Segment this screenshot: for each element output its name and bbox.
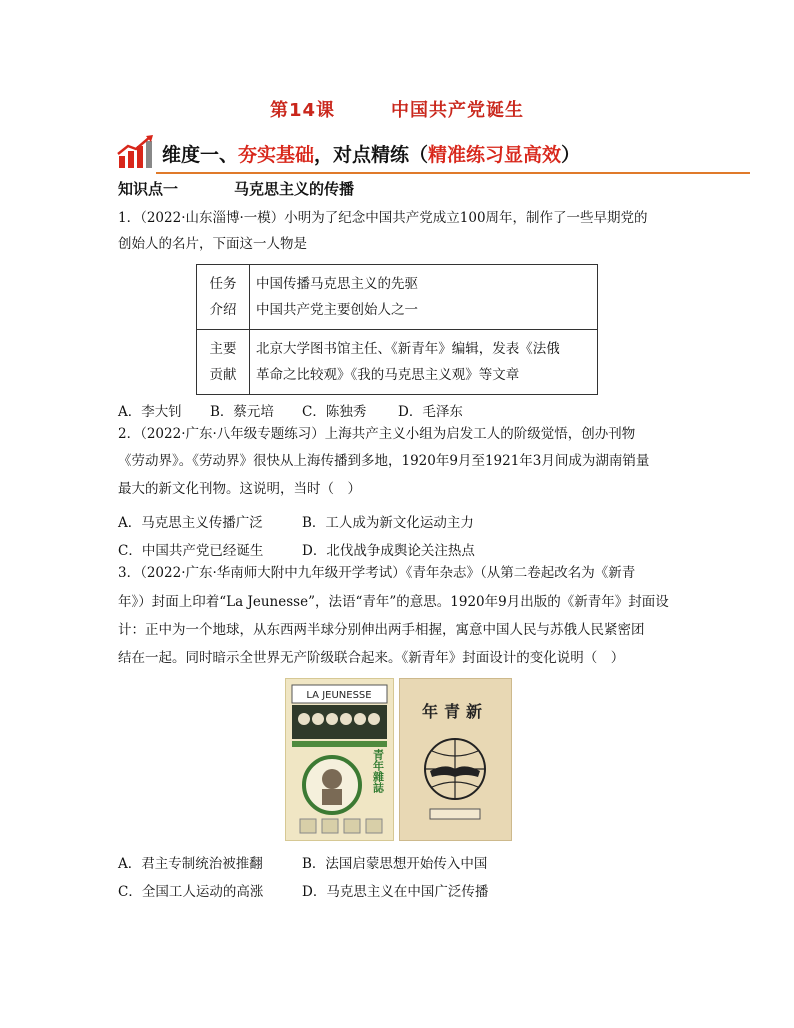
knowledge-point-label: 知识点一	[118, 180, 179, 198]
banner-rule	[156, 172, 750, 174]
table-cell	[250, 330, 598, 395]
lesson-title	[0, 96, 794, 122]
q1-info-table	[196, 264, 598, 395]
table-row	[197, 330, 598, 395]
banner-efficient: 精准练习显高效	[428, 144, 562, 166]
cell-text: 中国传播马克思主义的先驱	[256, 276, 418, 292]
q3-option-d: D．马克思主义在中国广泛传播	[302, 884, 489, 900]
table-cell	[250, 265, 598, 330]
q1-line2: 创始人的名片，下面这一人物是	[118, 236, 307, 252]
q3-line2: 年》）封面上印着“La Jeunesse”，法语“青年”的意思。1920年9月出版的《新青年》封面设	[118, 594, 669, 610]
knowledge-point-title: 马克思主义的传播	[234, 180, 355, 198]
q2-line2: 《劳动界》。《劳动界》很快从上海传播到多地，1920年9月至1921年3月间成为湖南销量	[118, 453, 650, 469]
q1-option-a: A．李大钊	[118, 404, 182, 420]
banner-foundation: 夯实基础	[238, 144, 315, 166]
cell-text: 北京大学图书馆主任、《新青年》编辑，发表《法俄	[256, 341, 560, 357]
banner-close: ）	[561, 144, 581, 166]
cell-text: 任务	[209, 276, 237, 292]
cover1-title: LA JEUNESSE	[306, 690, 372, 701]
q3-option-c: C．全国工人运动的高涨	[118, 884, 264, 900]
q3-option-a: A．君主专制统治被推翻	[118, 856, 263, 872]
q1-option-c: C．陈独秀	[302, 404, 367, 420]
lesson-name: 中国共产党诞生	[391, 100, 525, 121]
q2-line3: 最大的新文化刊物。这说明，当时（ ）	[118, 481, 361, 497]
q1-option-b: B．蔡元培	[210, 404, 274, 420]
banner-dimension: 维度一、	[162, 144, 239, 166]
q3-line3: 计：正中为一个地球，从东西两半球分别伸出两手相握，寓意中国人民与苏俄人民紧密团	[118, 622, 645, 638]
la-jeunesse-cover-image	[285, 678, 394, 841]
q2-option-d: D．北伐战争成舆论关注热点	[302, 543, 475, 559]
table-cell	[197, 265, 250, 330]
q2-option-c: C．中国共产党已经诞生	[118, 543, 264, 559]
cell-text: 革命之比较观》《我的马克思主义观》等文章	[256, 367, 520, 383]
banner-text	[162, 140, 580, 167]
q3-option-b: B．法国启蒙思想开始传入中国	[302, 856, 488, 872]
cover1-side-title: 青年雜誌	[371, 749, 385, 793]
cell-text: 中国共产党主要创始人之一	[256, 302, 418, 318]
cover2-title: 年青新	[421, 702, 489, 721]
lesson-number: 第14课	[269, 100, 336, 121]
q1-line1: 1．（2022·山东淄博·一模）小明为了纪念中国共产党成立100周年，制作了一些早期党的	[118, 210, 648, 226]
cell-text: 介绍	[209, 302, 237, 318]
cell-text: 主要	[209, 341, 237, 357]
bar-chart-icon	[116, 134, 156, 170]
q3-line4: 结在一起。同时暗示全世界无产阶级联合起来。《新青年》封面设计的变化说明（ ）	[118, 650, 625, 666]
q1-option-d: D．毛泽东	[398, 404, 463, 420]
table-cell	[197, 330, 250, 395]
section-banner	[116, 130, 750, 174]
new-youth-cover-image	[399, 678, 512, 841]
q3-line1: 3．（2022·广东·华南师大附中九年级开学考试）《青年杂志》（从第二卷起改名为《新青	[118, 565, 636, 581]
q2-line1: 2．（2022·广东·八年级专题练习）上海共产主义小组为启发工人的阶级觉悟，创办刊物	[118, 426, 636, 442]
q2-option-b: B．工人成为新文化运动主力	[302, 515, 474, 531]
banner-practice: ，对点精练（	[314, 144, 429, 166]
q2-option-a: A．马克思主义传播广泛	[118, 515, 263, 531]
cell-text: 贡献	[209, 367, 237, 383]
knowledge-point-heading	[118, 178, 354, 199]
table-row	[197, 265, 598, 330]
